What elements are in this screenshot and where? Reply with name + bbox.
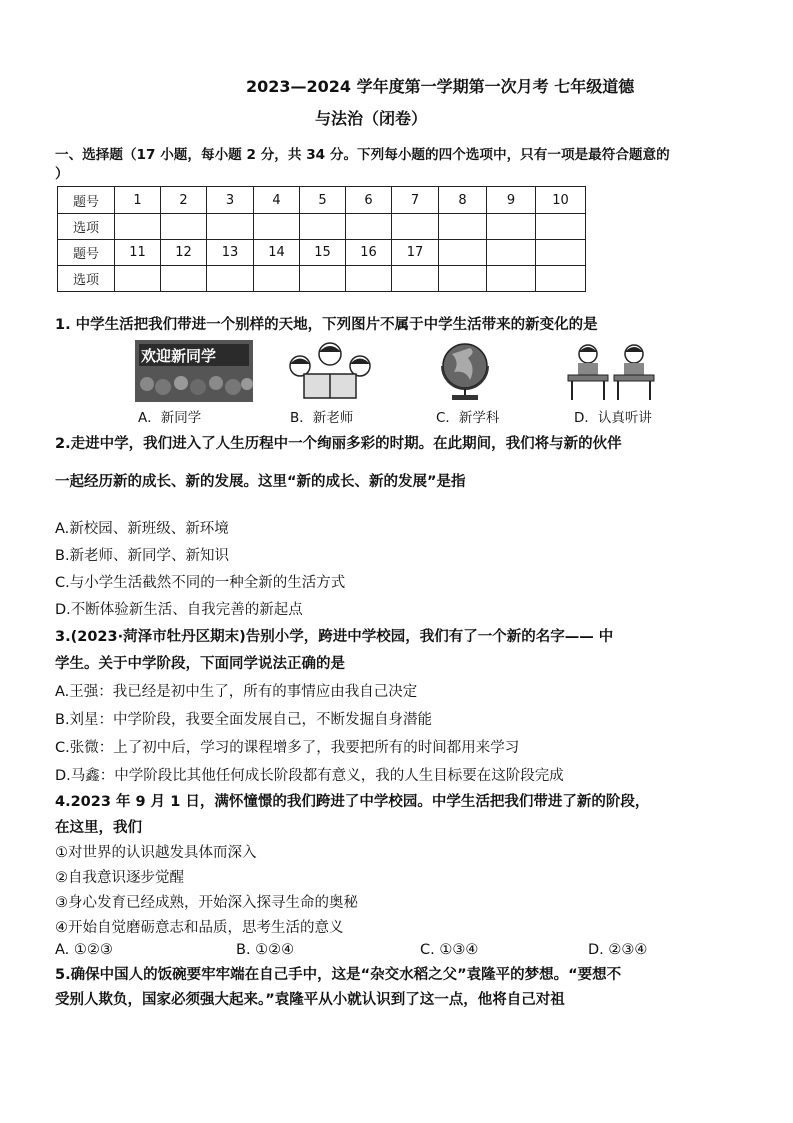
question-4-statement-4: ④开始自觉磨砺意志和品质，思考生活的意义: [55, 920, 344, 936]
answer-cell[interactable]: [346, 214, 392, 240]
section-heading-cont: ）: [55, 166, 69, 182]
answer-table: [57, 186, 586, 292]
question-number: [487, 240, 536, 266]
question-3-option-a: A.王强：我已经是初中生了，所有的事情应由我自己决定: [55, 684, 418, 700]
answer-cell[interactable]: [115, 214, 161, 240]
question-number: 3: [207, 187, 254, 214]
question-number: 10: [536, 187, 586, 214]
answer-cell[interactable]: [536, 214, 586, 240]
answer-cell[interactable]: [536, 266, 586, 292]
question-4-choice-c: C. ①③④: [420, 942, 479, 958]
question-2-option-d: D.不断体验新生活、自我完善的新起点: [55, 602, 303, 618]
question-number: 12: [161, 240, 207, 266]
question-number: 7: [392, 187, 439, 214]
row-label: 题号: [58, 240, 115, 266]
question-number: 5: [300, 187, 346, 214]
table-row: [58, 266, 586, 292]
answer-cell[interactable]: [207, 266, 254, 292]
caption-b: B．新老师: [290, 410, 354, 426]
question-1-stem: 1. 中学生活把我们带进一个别样的天地，下列图片不属于中学生活带来的新变化的是: [55, 317, 598, 333]
question-number: 17: [392, 240, 439, 266]
question-number: [439, 240, 487, 266]
question-4-choice-a: A. ①②③: [55, 942, 113, 958]
question-4-statement-2: ②自我意识逐步觉醒: [55, 870, 184, 886]
answer-cell[interactable]: [439, 214, 487, 240]
answer-cell[interactable]: [392, 214, 439, 240]
question-4-stem: 4.2023 年 9 月 1 日，满怀憧憬的我们跨进了中学校园。中学生活把我们带进了新的阶段，: [55, 794, 650, 810]
teacher-students-icon: [280, 340, 380, 402]
section-heading: 一、选择题（17 小题，每小题 2 分，共 34 分。下列每小题的四个选项中，只有一项是最符合题意的: [55, 147, 670, 163]
question-3-stem: 3.(2023·菏泽市牡丹区期末)告别小学，跨进中学校园，我们有了一个新的名字—— 中: [55, 629, 614, 645]
question-3-option-c: C.张微：上了初中后，学习的课程增多了，我要把所有的时间都用来学习: [55, 740, 520, 756]
question-number: 11: [115, 240, 161, 266]
caption-a: A．新同学: [138, 410, 202, 426]
question-number: 16: [346, 240, 392, 266]
row-label: 选项: [58, 266, 115, 292]
answer-cell[interactable]: [487, 266, 536, 292]
answer-cell[interactable]: [115, 266, 161, 292]
table-row: [58, 214, 586, 240]
answer-cell[interactable]: [392, 266, 439, 292]
answer-cell[interactable]: [161, 266, 207, 292]
question-5-stem: 5.确保中国人的饭碗要牢牢端在自己手中，这是“杂交水稻之父”袁隆平的梦想。“要想不: [55, 967, 622, 983]
answer-cell[interactable]: [161, 214, 207, 240]
question-1-image-strip: [130, 340, 662, 424]
question-4-choice-d: D. ②③④: [588, 942, 648, 958]
question-number: 8: [439, 187, 487, 214]
answer-cell[interactable]: [487, 214, 536, 240]
question-2-stem: 2.走进中学，我们进入了人生历程中一个绚丽多彩的时期。在此期间，我们将与新的伙伴: [55, 436, 622, 452]
question-number: 14: [254, 240, 300, 266]
table-row: [58, 240, 586, 266]
question-2-option-b: B.新老师、新同学、新知识: [55, 548, 230, 564]
question-3-option-d: D.马鑫：中学阶段比其他任何成长阶段都有意义，我的人生目标要在这阶段完成: [55, 768, 564, 784]
table-row: [58, 187, 586, 214]
question-3-option-b: B.刘星：中学阶段，我要全面发展自己，不断发掘自身潜能: [55, 712, 433, 728]
question-number: 4: [254, 187, 300, 214]
exam-title-line1: 2023—2024 学年度第一学期第一次月考 七年级道德: [246, 77, 635, 96]
question-number: 15: [300, 240, 346, 266]
question-number: 1: [115, 187, 161, 214]
banner-text: 欢迎新同学: [141, 347, 217, 365]
answer-cell[interactable]: [254, 214, 300, 240]
welcome-banner-image: [135, 340, 253, 402]
exam-title-line2: 与法治（闭卷）: [315, 109, 428, 128]
question-5-stem-cont: 受别人欺负，国家必须强大起来。”袁隆平从小就认识到了这一点，他将自己对祖: [55, 992, 565, 1008]
question-4-statement-1: ①对世界的认识越发具体而深入: [55, 845, 257, 861]
caption-d: D．认真听讲: [574, 410, 652, 426]
question-4-stem-cont: 在这里，我们: [55, 820, 142, 836]
answer-cell[interactable]: [346, 266, 392, 292]
students-at-desks-icon: [560, 340, 660, 402]
row-label: 题号: [58, 187, 115, 214]
question-number: 13: [207, 240, 254, 266]
answer-cell[interactable]: [300, 266, 346, 292]
question-4-statement-3: ③身心发育已经成熟，开始深入探寻生命的奥秘: [55, 895, 358, 911]
question-number: 2: [161, 187, 207, 214]
question-2-option-a: A.新校园、新班级、新环境: [55, 521, 229, 537]
question-2-stem-cont: 一起经历新的成长、新的发展。这里“新的成长、新的发展”是指: [55, 474, 466, 490]
question-2-option-c: C.与小学生活截然不同的一种全新的生活方式: [55, 575, 346, 591]
caption-c: C．新学科: [436, 410, 500, 426]
question-4-choice-b: B. ①②④: [236, 942, 295, 958]
question-number: 9: [487, 187, 536, 214]
row-label: 选项: [58, 214, 115, 240]
answer-cell[interactable]: [207, 214, 254, 240]
question-number: 6: [346, 187, 392, 214]
question-3-stem-cont: 学生。关于中学阶段，下面同学说法正确的是: [55, 656, 345, 672]
answer-cell[interactable]: [300, 214, 346, 240]
globe-icon: [430, 340, 500, 402]
question-number: [536, 240, 586, 266]
answer-cell[interactable]: [439, 266, 487, 292]
answer-cell[interactable]: [254, 266, 300, 292]
